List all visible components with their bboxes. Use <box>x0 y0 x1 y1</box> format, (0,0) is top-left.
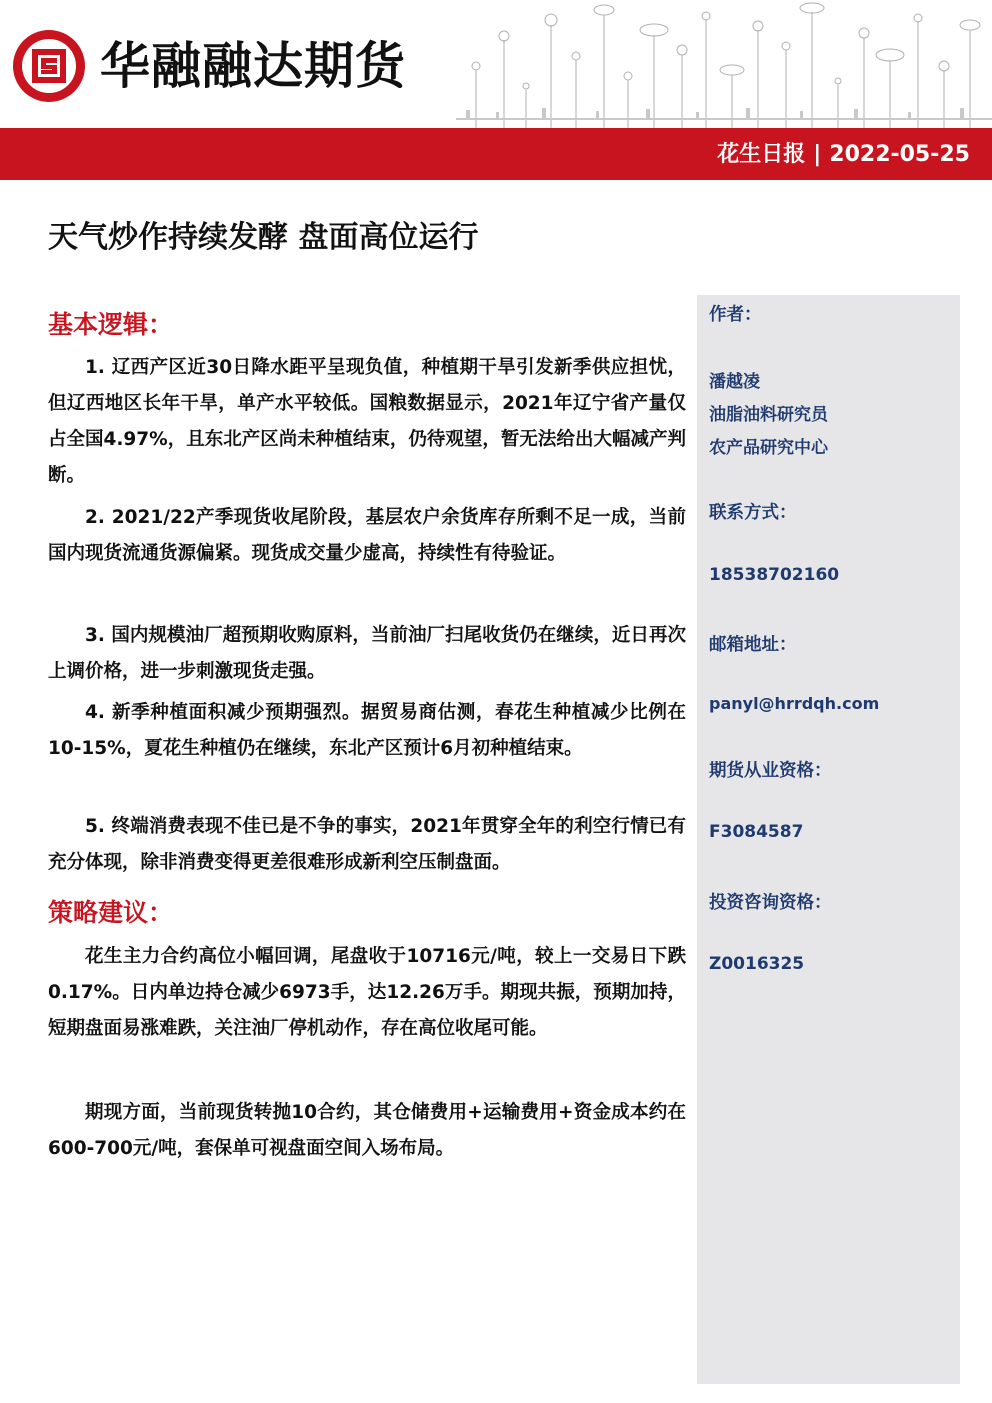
strategy-paragraph-1: 花生主力合约高位小幅回调，尾盘收于10716元/吨，较上一交易日下跌0.17%。日内单边持仓减少6973手，达12.26万手。期现共振，预期加持，短期盘面易涨难跌，关注油厂停机动作，存在高位收尾可能。 <box>48 946 686 1039</box>
email-address[interactable]: panyl@hrrdqh.com <box>709 694 880 713</box>
header-decoration <box>456 0 992 128</box>
logic-paragraph-2: 2. 2021/22产季现货收尾阶段，基层农户余货库存所剩不足一成，当前国内现货流通货源偏紧。现货成交量少虚高，持续性有待验证。 <box>48 507 686 564</box>
author-department: 农产品研究中心 <box>709 438 828 458</box>
logic-paragraph-5: 5. 终端消费表现不佳已是不争的事实，2021年贯穿全年的利空行情已有充分体现，除非消费变得更差很难形成新利空压制盘面。 <box>48 816 686 873</box>
section-heading-strategy: 策略建议： <box>48 898 174 927</box>
contact-phone: 18538702160 <box>709 565 840 585</box>
author-label: 作者： <box>709 305 762 325</box>
page-title: 天气炒作持续发酵 盘面高位运行 <box>48 220 479 255</box>
futures-qualification-number: F3084587 <box>709 822 804 842</box>
futures-qualification-label: 期货从业资格： <box>709 761 832 781</box>
author-name: 潘越凌 <box>709 372 760 392</box>
author-title: 油脂油料研究员 <box>709 405 828 425</box>
advisory-qualification-number: Z0016325 <box>709 954 805 974</box>
section-heading-logic: 基本逻辑： <box>48 310 174 339</box>
brand-logo <box>10 26 406 106</box>
report-date: 2022-05-25 <box>829 142 970 167</box>
report-header <box>0 0 992 180</box>
email-label: 邮箱地址： <box>709 635 797 655</box>
author-sidebar <box>697 295 960 1384</box>
hrrd-logo-icon <box>10 27 88 105</box>
report-type: 花生日报 <box>717 142 806 167</box>
strategy-paragraph-2: 期现方面，当前现货转抛10合约，其仓储费用+运输费用+资金成本约在600-700元/吨，套保单可视盘面空间入场布局。 <box>48 1102 686 1159</box>
contact-label: 联系方式： <box>709 503 797 523</box>
advisory-qualification-label: 投资咨询资格： <box>709 893 832 913</box>
logic-paragraph-4: 4. 新季种植面积减少预期强烈。据贸易商估测，春花生种植减少比例在10-15%，夏花生种植仍在继续，东北产区预计6月初种植结束。 <box>48 702 686 759</box>
brand-name: 华融融达期货 <box>100 37 406 95</box>
report-meta <box>717 128 970 180</box>
report-separator: | <box>813 142 822 167</box>
logic-paragraph-3: 3. 国内规模油厂超预期收购原料，当前油厂扫尾收货仍在继续，近日再次上调价格，进一步刺激现货走强。 <box>48 625 686 682</box>
logic-paragraph-1: 1. 辽西产区近30日降水距平呈现负值，种植期干旱引发新季供应担忧，但辽西地区长年干旱，单产水平较低。国粮数据显示，2021年辽宁省产量仅占全国4.97%，且东北产区尚未种植结束，仍待观望，暂无法给出大幅减产判断。 <box>48 357 686 486</box>
